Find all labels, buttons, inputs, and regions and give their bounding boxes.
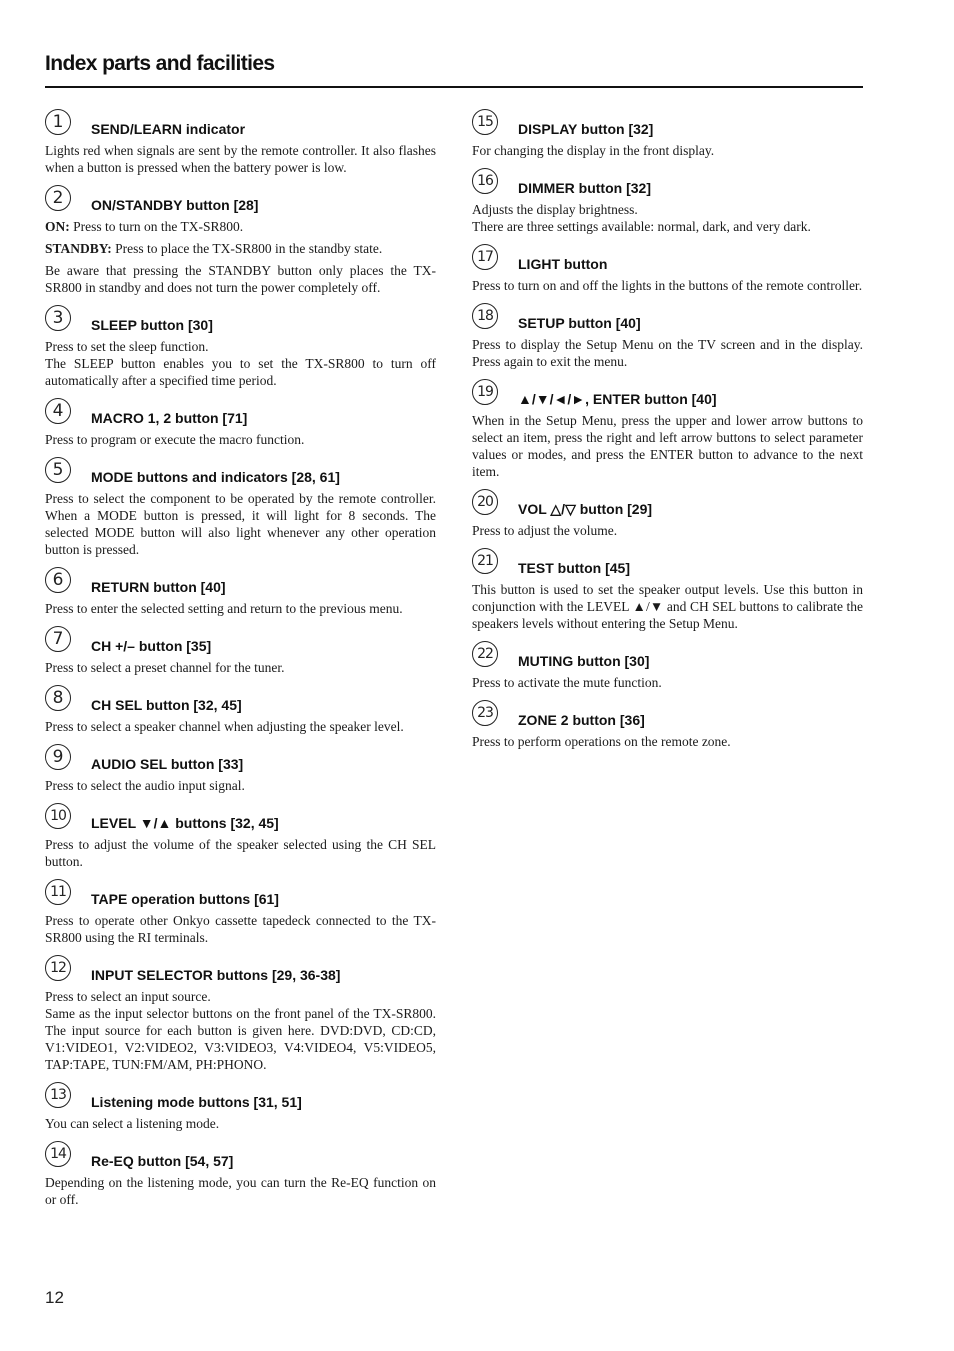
entry-header [45, 397, 436, 431]
entry-header [472, 547, 863, 581]
entry-heading: Listening mode buttons [31, 51] [91, 1094, 302, 1110]
circled-number: 15 [472, 109, 498, 135]
entry-header [45, 684, 436, 718]
entry-description [472, 412, 863, 480]
entry-heading: Re-EQ button [54, 57] [91, 1153, 234, 1169]
entry-description [472, 201, 863, 235]
entry-description [45, 262, 436, 296]
description-text: Press to program or execute the macro function. [45, 432, 305, 447]
description-text: The SLEEP button enables you to set the TX-SR800 to turn off automatically after a specified time period. [45, 356, 436, 388]
description-text: Press to select the audio input signal. [45, 778, 245, 793]
description-text: Press to activate the mute function. [472, 675, 662, 690]
description-text: You can select a listening mode. [45, 1116, 220, 1131]
entry-heading: CH SEL button [32, 45] [91, 697, 242, 713]
circled-number: 12 [45, 955, 71, 981]
circled-number: 2 [45, 185, 71, 211]
entry-header [45, 304, 436, 338]
entry-heading: SLEEP button [30] [91, 317, 213, 333]
left-column [45, 108, 436, 1208]
entry-header [45, 954, 436, 988]
entry-heading: AUDIO SEL button [33] [91, 756, 244, 772]
description-text: Lights red when signals are sent by the remote controller. It also flashes when a button is pressed when the battery power is low. [45, 143, 436, 175]
entry-heading: TEST button [45] [518, 560, 630, 576]
title-rule [45, 86, 863, 88]
entry-header [45, 456, 436, 490]
circled-number: 9 [45, 744, 71, 770]
entry-header [45, 1140, 436, 1174]
index-entry [472, 488, 863, 539]
description-text: Press to enter the selected setting and return to the previous menu. [45, 601, 403, 616]
entry-heading: RETURN button [40] [91, 579, 226, 595]
entry-heading: MUTING button [30] [518, 653, 650, 669]
entry-heading: SETUP button [40] [518, 315, 641, 331]
description-text: There are three settings available: normal, dark, and very dark. [472, 219, 811, 234]
description-text: Press to operate other Onkyo cassette tapedeck connected to the TX-SR800 using the RI terminals. [45, 913, 436, 945]
entry-description [45, 912, 436, 946]
entry-description [45, 1174, 436, 1208]
circled-number: 21 [472, 548, 498, 574]
page-title: Index parts and facilities [45, 52, 275, 75]
entry-heading: VOL △/▽ button [29] [518, 501, 653, 517]
page-number: 12 [45, 1288, 64, 1307]
description-text: Press to adjust the volume of the speaker selected using the CH SEL button. [45, 837, 436, 869]
circled-number: 18 [472, 303, 498, 329]
entry-header [45, 878, 436, 912]
description-text: Press to set the sleep function. [45, 339, 209, 354]
entry-header [472, 108, 863, 142]
entry-heading: ON/STANDBY button [28] [91, 197, 259, 213]
entry-description [45, 431, 436, 448]
entry-header [472, 302, 863, 336]
index-entry [45, 1140, 436, 1208]
circled-number: 22 [472, 641, 498, 667]
circled-number: 6 [45, 567, 71, 593]
entry-heading: DISPLAY button [32] [518, 121, 654, 137]
circled-number: 11 [45, 879, 71, 905]
entry-description [45, 600, 436, 617]
index-entry [472, 167, 863, 235]
entry-header [45, 802, 436, 836]
index-entry [45, 108, 436, 176]
description-text: Depending on the listening mode, you can turn the Re-EQ function on or off. [45, 1175, 436, 1207]
circled-number: 7 [45, 626, 71, 652]
entry-description [472, 142, 863, 159]
description-text: Press to turn on the TX-SR800. [69, 219, 244, 234]
entry-header [45, 566, 436, 600]
description-text: For changing the display in the front display. [472, 143, 715, 158]
index-entry [45, 684, 436, 735]
description-text: Adjusts the display brightness. [472, 202, 638, 217]
entry-header [45, 1081, 436, 1115]
entry-header [45, 184, 436, 218]
index-entry [472, 547, 863, 632]
entry-heading: TAPE operation buttons [61] [91, 891, 279, 907]
description-text: Press to place the TX-SR800 in the standby state. [111, 241, 383, 256]
circled-number: 19 [472, 379, 498, 405]
description-text: Press to display the Setup Menu on the TV screen and in the display. Press again to exit the menu. [472, 337, 863, 369]
entry-description [45, 338, 436, 389]
circled-number: 16 [472, 168, 498, 194]
entry-heading: CH +/– button [35] [91, 638, 212, 654]
entry-header [472, 699, 863, 733]
index-entry [472, 302, 863, 370]
entry-description [472, 733, 863, 750]
entry-description [45, 836, 436, 870]
description-text: Press to turn on and off the lights in the buttons of the remote controller. [472, 278, 863, 293]
description-lead: STANDBY: [45, 241, 112, 256]
index-entry [45, 184, 436, 296]
description-text: Press to adjust the volume. [472, 523, 618, 538]
index-entry [472, 640, 863, 691]
entry-description [45, 142, 436, 176]
entry-header [45, 108, 436, 142]
description-text: Press to select a speaker channel when adjusting the speaker level. [45, 719, 404, 734]
entry-description [45, 718, 436, 735]
entry-header [45, 743, 436, 777]
circled-number: 8 [45, 685, 71, 711]
index-entry [45, 456, 436, 558]
entry-description [45, 659, 436, 676]
index-entry [45, 304, 436, 389]
entry-heading: ▲/▼/◄/►, ENTER button [40] [518, 391, 717, 407]
entry-description [45, 988, 436, 1073]
circled-number: 1 [45, 109, 71, 135]
entry-heading: DIMMER button [32] [518, 180, 651, 196]
right-column [472, 108, 863, 750]
circled-number: 17 [472, 244, 498, 270]
index-entry [472, 108, 863, 159]
entry-description [45, 490, 436, 558]
index-entry [45, 625, 436, 676]
description-text: Press to select an input source. [45, 989, 211, 1004]
index-entry [45, 878, 436, 946]
entry-heading: LIGHT button [518, 256, 608, 272]
description-text: Press to perform operations on the remote zone. [472, 734, 731, 749]
entry-heading: MACRO 1, 2 button [71] [91, 410, 248, 426]
description-text: Press to select the component to be operated by the remote controller. When a MODE button is pressed, it will light for 8 seconds. The selected MODE button will also light whenever any other operation button is pressed. [45, 491, 436, 557]
index-entry [45, 566, 436, 617]
index-entry [45, 954, 436, 1073]
circled-number: 13 [45, 1082, 71, 1108]
entry-heading: SEND/LEARN indicator [91, 121, 246, 137]
entry-heading: INPUT SELECTOR buttons [29, 36-38] [91, 967, 341, 983]
entry-description [45, 240, 436, 257]
description-text: Press to select a preset channel for the tuner. [45, 660, 285, 675]
index-entry [45, 743, 436, 794]
circled-number: 10 [45, 803, 71, 829]
entry-description [45, 1115, 436, 1132]
index-entry [472, 699, 863, 750]
entry-header [472, 640, 863, 674]
entry-description [472, 674, 863, 691]
description-text: When in the Setup Menu, press the upper and lower arrow buttons to select an item, press the right and left arrow buttons to select parameter values or modes, and press the ENTER button to advance to the next item. [472, 413, 863, 479]
entry-description [45, 218, 436, 235]
entry-header [472, 378, 863, 412]
entry-heading: MODE buttons and indicators [28, 61] [91, 469, 340, 485]
entry-description [472, 336, 863, 370]
entry-header [45, 625, 436, 659]
entry-header [472, 243, 863, 277]
circled-number: 3 [45, 305, 71, 331]
entry-description [472, 522, 863, 539]
entry-header [472, 167, 863, 201]
entry-heading: LEVEL ▼/▲ buttons [32, 45] [91, 815, 279, 831]
entry-header [472, 488, 863, 522]
description-text: Same as the input selector buttons on the front panel of the TX-SR800. The input source for each button is given here. DVD:DVD, CD:CD, V1:VIDEO1, V2:VIDEO2, V3:VIDEO3, V4:VIDEO4, V5:VIDEO5, TAP:TAPE, TUN:FM/AM, PH:PHONO. [45, 1006, 436, 1072]
index-entry [472, 243, 863, 294]
entry-description [45, 777, 436, 794]
index-entry [45, 802, 436, 870]
circled-number: 20 [472, 489, 498, 515]
description-text: Be aware that pressing the STANDBY button only places the TX-SR800 in standby and does not turn the power completely off. [45, 263, 436, 295]
circled-number: 23 [472, 700, 498, 726]
circled-number: 4 [45, 398, 71, 424]
circled-number: 5 [45, 457, 71, 483]
entry-description [472, 277, 863, 294]
description-text: This button is used to set the speaker output levels. Use this button in conjunction with the LEVEL ▲/▼ and CH SEL buttons to calibrate the speakers levels without entering the Setup Menu. [472, 582, 863, 631]
description-lead: ON: [45, 219, 70, 234]
entry-heading: ZONE 2 button [36] [518, 712, 645, 728]
entry-description [472, 581, 863, 632]
index-entry [45, 1081, 436, 1132]
index-entry [45, 397, 436, 448]
circled-number: 14 [45, 1141, 71, 1167]
index-entry [472, 378, 863, 480]
